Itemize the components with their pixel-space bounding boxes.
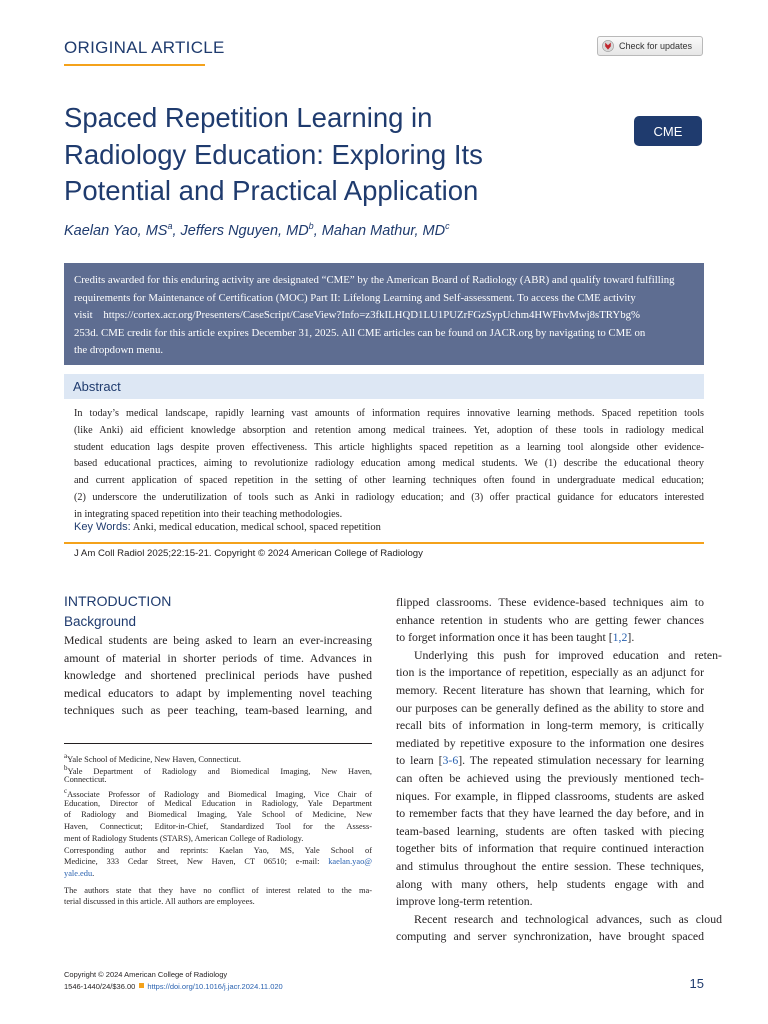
abstract-header-bar (64, 374, 704, 399)
body-line: Recent research and technological advances, such as cloud (414, 911, 722, 926)
corresponding-author: Corresponding author and reprints: Kaelan Yao, MS, Yale School of Medicine, 333 Cedar Street, New Haven, CT 06510; e-mail: kaelan.yao@ yale.edu. (64, 845, 372, 878)
section-divider (64, 542, 704, 544)
body-line: flipped classrooms. These evidence-based techniques aim to (396, 595, 704, 609)
author-name: Kaelan Yao, MS (64, 222, 168, 239)
abstract-line: (like Anki) aid efficient knowledge absorption and retention among medical trainees. Yet, adoption of these tools in radiology medical (74, 424, 704, 436)
affiliation-b: $^b$Yale Department of Radiology and Biomedical Imaging, New Haven, Connecticut. (64, 763, 372, 785)
section-heading-introduction: INTRODUCTION (64, 593, 172, 609)
body-line: medical educators to adapt by implementing novel teaching (64, 685, 372, 700)
body-line: mediated by repetitive exposure to the information one desires (396, 735, 704, 750)
cme-text-line: 253d. CME credit for this article expires December 31, 2025. All CME articles can be found on JACR.org by navigating to CME on (74, 326, 646, 339)
abstract-text (74, 406, 704, 524)
body-line: along with many others, help students engage with and (396, 876, 704, 891)
cme-text-line: visit https://cortex.acr.org/Presenters/CaseScript/CaseView?Info=z3fkILHQD1LU1PUZrFGzSypUchm4HWFhvMwj8sTRYbg% (74, 309, 640, 322)
body-line: team-based learning, students are often tasked with piecing (396, 823, 704, 838)
body-line: improve long-term retention. (396, 894, 533, 909)
body-line: knowledge and shortened preclinical periods have pushed (64, 668, 372, 683)
check-for-updates-label: Check for updates (619, 41, 693, 51)
crossmark-icon (602, 40, 614, 52)
check-for-updates-button[interactable] (597, 36, 703, 56)
article-type-label: ORIGINAL ARTICLE (64, 38, 225, 57)
body-line: to forget information once it has been taught [1,2]. (396, 630, 635, 645)
affiliation-c: $^c$Associate Professor of Radiology and Biomedical Imaging, Vice Chair of Education, Director of Medical Education in Radiology, Yale Department of Radiology and Biomedical Imaging, Yale School of Medicine, New Haven, Connecticut; Editor-in-Chief, Standardized Tool for the Assess- ment of Radiology Students (STARS), American College of Radiology. (64, 787, 372, 843)
author-affiliation-mark: c (445, 221, 450, 231)
title-line: Potential and Practical Application (64, 175, 479, 206)
reference-link[interactable]: 3-6 (442, 753, 459, 768)
body-line: techniques such as peer teaching, team-based learning, and (64, 703, 372, 718)
abstract-line: In today’s medical landscape, rapidly learning vast amounts of information requires innovative learning methods. Spaced repetition tools (74, 408, 704, 419)
abstract-line: in integrating spaced repetition into their teaching methodologies. (74, 508, 343, 520)
author-list: Kaelan Yao, $MS^a$, Jeffers Nguyen, $MD^b$, Mahan Mathur, $MD^c$ (64, 221, 450, 239)
body-line: Underlying this push for improved education and reten- (414, 647, 722, 662)
body-line: our purposes can be generally defined as the ability to store and (396, 700, 704, 715)
cme-text-line: requirements for Maintenance of Certification (MOC) Part II: Lifelong Learning and Self-assessment. To access the CME activity (74, 291, 636, 304)
journal-citation: J Am Coll Radiol 2025;22:15-21. Copyright © 2024 American College of Radiology (74, 548, 423, 559)
author-affiliation-mark: a (167, 221, 173, 231)
corresponding-email-link-cont[interactable]: yale.edu (64, 868, 93, 878)
body-line: enhance retention in students who are getting fewer chances (396, 612, 704, 627)
footer-issn-doi (64, 982, 283, 991)
cme-credit-box (64, 263, 704, 365)
body-line: to learn [3-6]. The repeated stimulation necessary for learning (396, 753, 704, 768)
body-line: computing and server synchronization, have brought spaced (396, 929, 704, 944)
author-name: Jeffers Nguyen, MD (180, 222, 309, 239)
title-line: Spaced Repetition Learning in (64, 102, 433, 133)
paragraph-2 (396, 647, 722, 911)
cme-text-line: the dropdown menu. (74, 344, 164, 357)
abstract-line: student education lags despite proven effectiveness. This article highlights spaced repetition as a learning tool alongside other evidence- (74, 441, 704, 453)
body-line: to remember facts that they have learned the day before, and in (396, 806, 704, 821)
body-line: can often be achieved using the previously mentioned tech- (396, 770, 704, 785)
abstract-line: based educational practices, aiming to revolutionize radiology education among medical students. We (1) describe the educational theory (74, 458, 704, 470)
left-column-text (64, 632, 372, 720)
body-line: and stimulus throughout the entire session. These techniques, (396, 858, 704, 873)
conflict-statement: The authors state that they have no conflict of interest related to the ma- terial discussed in this article. All authors are employees. (64, 885, 372, 907)
title-line: Radiology Education: Exploring Its (64, 138, 483, 170)
abstract-line: and current application of spaced repetition in the setting of other learning techniques often found in undergraduate medical education; (74, 475, 704, 487)
keywords (74, 521, 704, 533)
body-line: recall bits of information in long-term memory, is critically (396, 718, 704, 733)
right-column-text (396, 594, 722, 946)
body-line: Medical students are being asked to learn an ever-increasing (64, 633, 372, 647)
body-line: niques. For example, in flipped classrooms, students are asked (396, 788, 704, 803)
abstract-line: (2) underscore the underutilization of tools such as Anki in radiology education; and (3) offer practical guidance for educators interested (74, 491, 704, 503)
issn: 1546-1440/24/$36.00 (64, 982, 136, 991)
page-number: 15 (689, 976, 704, 991)
paragraph-1 (396, 594, 704, 647)
footnotes (64, 751, 372, 908)
corresponding-email-link[interactable]: kaelan.yao@ (328, 857, 372, 867)
cme-text-line: Credits awarded for this enduring activity are designated “CME” by the American Board of Radiology (ABR) and qualify toward fulfilling (74, 274, 675, 286)
body-line: tion is the importance of repetition, especially as an adjunct for (396, 665, 704, 680)
affiliation-a: $^a$Yale School of Medicine, New Haven, Connecticut. (64, 752, 241, 764)
paragraph-3 (396, 911, 722, 946)
cme-badge: CME (634, 116, 702, 146)
subsection-heading-background: Background (64, 614, 137, 629)
author-affiliation-mark: b (308, 221, 314, 231)
cme-credit-text (74, 272, 694, 360)
footer-copyright: Copyright © 2024 American College of Radiology (64, 970, 228, 979)
reference-link[interactable]: 1,2 (612, 630, 628, 645)
body-line: amount of material in shorter periods of time. Advances in (64, 650, 372, 665)
keywords-label: Key Words: (74, 521, 131, 533)
keywords-list: Anki, medical education, medical school, spaced repetition (132, 522, 381, 533)
body-line: together bits of information that require continued interaction (396, 841, 704, 856)
article-title (64, 100, 594, 210)
abstract-heading: Abstract (73, 379, 121, 394)
doi-link[interactable]: https://doi.org/10.1016/j.jacr.2024.11.020 (147, 982, 283, 991)
body-line: memory. Recent literature has shown that learning, which for (396, 682, 704, 697)
author-name: Mahan Mathur, MD (321, 222, 446, 239)
footnote-divider (64, 743, 372, 744)
article-type-underline (64, 64, 205, 66)
